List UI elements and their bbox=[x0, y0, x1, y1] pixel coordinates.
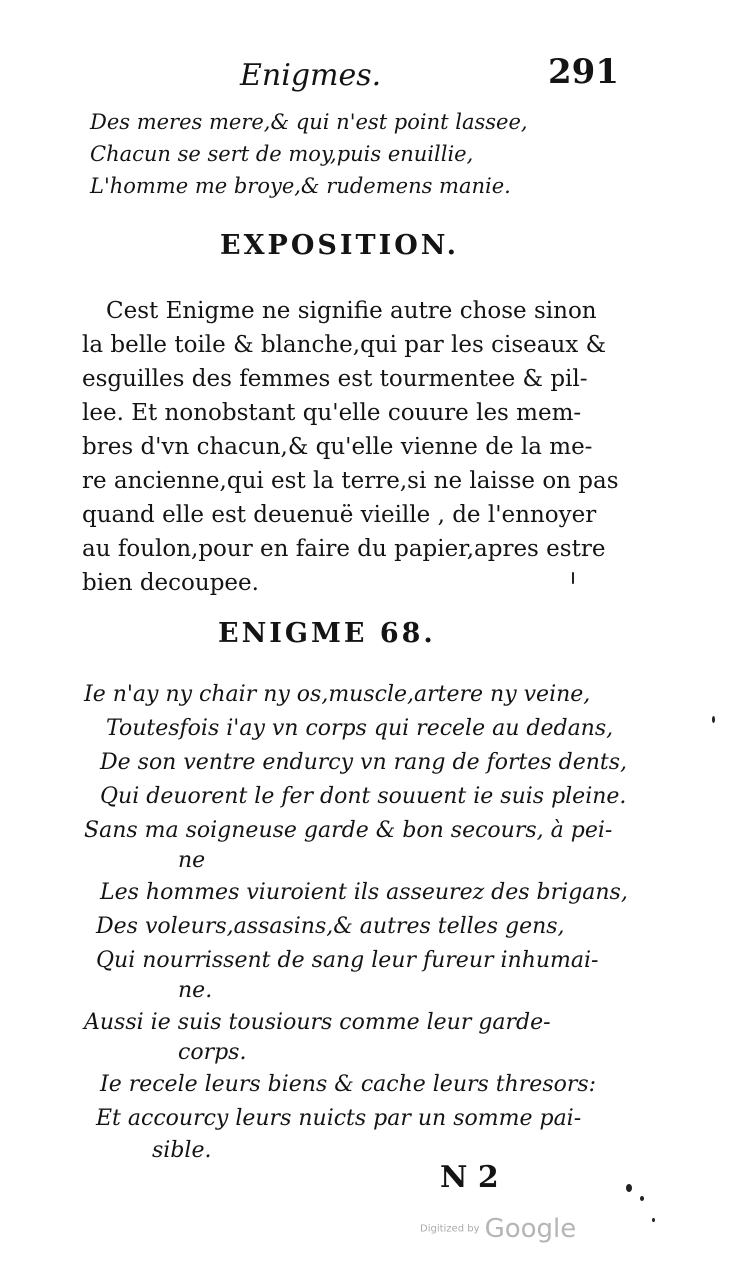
poem-line: L'homme me broye,& rudemens manie. bbox=[90, 174, 511, 198]
exposition-line: la belle toile & blanche,qui par les ciseaux & bbox=[82, 332, 607, 358]
running-head: Enigmes. bbox=[240, 58, 382, 93]
enigme-line: Ie recele leurs biens & cache leurs thresors: bbox=[100, 1072, 597, 1097]
digitized-watermark bbox=[420, 1214, 576, 1244]
enigme-line: Sans ma soigneuse garde & bon secours, à pei- bbox=[84, 818, 613, 843]
enigme-line: Les hommes viuroient ils asseurez des brigans, bbox=[100, 880, 628, 905]
scan-speck bbox=[652, 1218, 655, 1222]
enigme-line: Toutesfois i'ay vn corps qui recele au dedans, bbox=[106, 716, 614, 741]
google-logo: Google bbox=[484, 1214, 577, 1244]
scan-speck bbox=[572, 572, 574, 584]
enigme-line: sible. bbox=[152, 1138, 212, 1163]
enigme-line: ne bbox=[178, 848, 206, 873]
exposition-line: esguilles des femmes est tourmentee & pil- bbox=[82, 366, 588, 392]
enigme-line: Ie n'ay ny chair ny os,muscle,artere ny veine, bbox=[84, 682, 591, 707]
exposition-line: bres d'vn chacun,& qu'elle vienne de la me- bbox=[82, 434, 593, 460]
enigme-line: Et accourcy leurs nuicts par un somme pai- bbox=[96, 1106, 582, 1131]
page-number: 291 bbox=[548, 52, 619, 92]
poem-line: Des meres mere,& qui n'est point lassee, bbox=[90, 110, 528, 134]
enigme-line: Aussi ie suis tousiours comme leur garde- bbox=[84, 1010, 551, 1035]
exposition-line: quand elle est deuenuë vieille , de l'ennoyer bbox=[82, 502, 597, 528]
exposition-line: Cest Enigme ne signifie autre chose sinon bbox=[106, 298, 597, 324]
enigme-heading: ENIGME 68. bbox=[218, 618, 436, 649]
enigme-line: corps. bbox=[178, 1040, 247, 1065]
enigme-line: Qui nourrissent de sang leur fureur inhumai- bbox=[96, 948, 599, 973]
enigme-line: De son ventre endurcy vn rang de fortes dents, bbox=[100, 750, 628, 775]
exposition-line: au foulon,pour en faire du papier,apres estre bbox=[82, 536, 606, 562]
scan-speck bbox=[640, 1196, 644, 1201]
exposition-line: bien decoupee. bbox=[82, 570, 259, 596]
exposition-heading: EXPOSITION. bbox=[220, 230, 460, 261]
enigme-line: Des voleurs,assasins,& autres telles gens, bbox=[96, 914, 565, 939]
exposition-line: re ancienne,qui est la terre,si ne laisse on pas bbox=[82, 468, 619, 494]
watermark-prefix: Digitized by bbox=[420, 1223, 480, 1235]
scan-speck bbox=[712, 716, 715, 723]
poem-line: Chacun se sert de moy,puis enuillie, bbox=[90, 142, 474, 166]
signature-mark: N 2 bbox=[440, 1160, 499, 1195]
enigme-line: Qui deuorent le fer dont souuent ie suis pleine. bbox=[100, 784, 627, 809]
exposition-line: lee. Et nonobstant qu'elle couure les mem- bbox=[82, 400, 582, 426]
enigme-line: ne. bbox=[178, 978, 213, 1003]
scan-speck bbox=[626, 1184, 632, 1192]
